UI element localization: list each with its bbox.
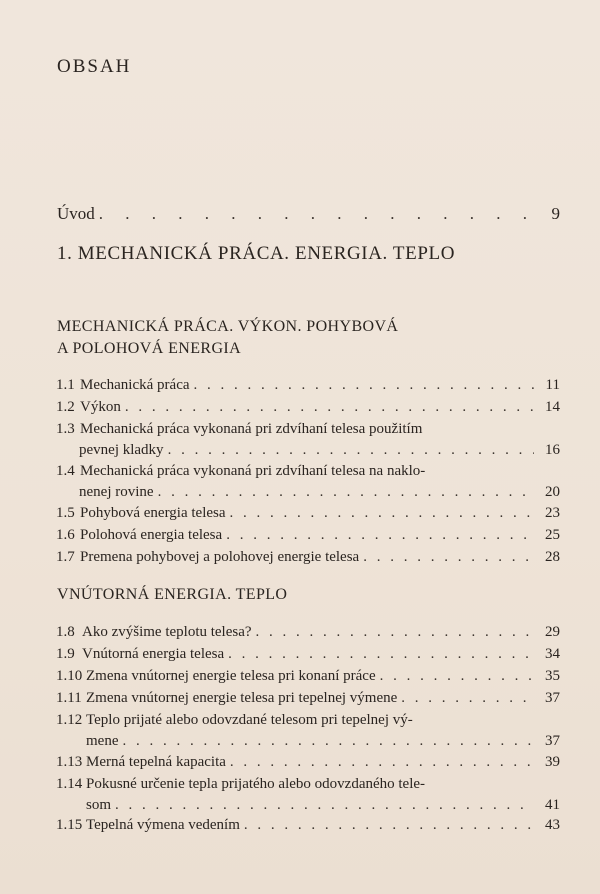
toc-entry-title-cont: nenej rovine (79, 484, 154, 500)
toc-entry-title: Pokusné určenie tepla prijatého alebo odovzdaného tele- (86, 776, 426, 792)
toc-entry-title: Merná tepelná kapacita (86, 754, 226, 770)
leader-dots (158, 482, 534, 503)
toc-entry[interactable] (56, 419, 560, 461)
toc-entry-number: 1.2 (56, 399, 75, 415)
toc-entry-number: 1.5 (56, 505, 75, 521)
toc-entry-number: 1.8 (56, 624, 75, 640)
toc-entry-title: Tepelná výmena vedením (86, 817, 240, 833)
section-heading-line: VNÚTORNÁ ENERGIA. TEPLO (57, 586, 288, 603)
toc-entry-page: 37 (545, 733, 560, 749)
toc-entry[interactable] (56, 774, 560, 816)
leader-dots (194, 375, 534, 396)
toc-entry-page: 25 (545, 527, 560, 543)
toc-entry-number: 1.15 (56, 817, 83, 833)
toc-entry-page: 20 (545, 484, 560, 500)
toc-entry-title-cont: pevnej kladky (79, 442, 164, 458)
toc-entry-page: 9 (551, 204, 560, 223)
toc-entry[interactable] (56, 710, 560, 752)
toc-entry-title: Premena pohybovej a polohovej energie telesa (80, 549, 360, 565)
toc-entry-page: 35 (545, 668, 560, 684)
toc-entry-page: 37 (545, 690, 560, 706)
toc-entry[interactable] (56, 525, 560, 546)
toc-entry-page: 43 (545, 817, 560, 833)
toc-entry-page: 34 (545, 646, 560, 662)
toc-entry-title-cont: mene (86, 733, 119, 749)
toc-entry-title: Teplo prijaté alebo odovzdané telesom pri tepelnej vý- (86, 712, 413, 728)
toc-entry[interactable] (56, 666, 560, 687)
section-heading-internal-energy (57, 584, 287, 606)
leader-dots (226, 525, 534, 546)
toc-entry-number: 1.6 (56, 527, 75, 543)
toc-entry[interactable] (56, 461, 560, 503)
toc-entry-title-cont: som (86, 797, 112, 813)
leader-dots (228, 644, 534, 665)
section-heading-line: A POLOHOVÁ ENERGIA (57, 340, 242, 357)
toc-entry-title: Výkon (80, 399, 121, 415)
toc-entry-page: 23 (545, 505, 560, 521)
toc-entry[interactable] (56, 503, 560, 524)
leader-dots (125, 397, 534, 418)
toc-entry-intro[interactable] (57, 203, 560, 225)
toc-entry[interactable] (56, 752, 560, 773)
toc-entry[interactable] (56, 375, 560, 396)
toc-entry-title: Mechanická práca vykonaná pri zdvíhaní telesa na naklo- (80, 463, 426, 479)
toc-entry-title: Zmena vnútornej energie telesa pri konaní práce (86, 668, 376, 684)
leader-dots (380, 666, 534, 687)
leader-dots (230, 503, 534, 524)
toc-entry[interactable] (56, 397, 560, 418)
toc-entry[interactable] (56, 815, 560, 836)
leader-dots (363, 547, 534, 568)
toc-entry-page: 29 (545, 624, 560, 640)
toc-entry-title: Polohová energia telesa (80, 527, 223, 543)
toc-entry-title: Vnútorná energia telesa (82, 646, 225, 662)
toc-entry-page: 41 (545, 797, 560, 813)
toc-entry-page: 14 (545, 399, 560, 415)
leader-dots (168, 440, 534, 461)
toc-entry-page: 11 (545, 377, 560, 393)
toc-entry-title: Mechanická práca (80, 377, 190, 393)
toc-entry-number: 1.13 (56, 754, 83, 770)
toc-entry-title: Pohybová energia telesa (80, 505, 226, 521)
toc-entry[interactable] (56, 547, 560, 568)
toc-entry-number: 1.7 (56, 549, 75, 565)
leader-dots (230, 752, 534, 773)
leader-dots (401, 688, 534, 709)
toc-entry-title: Zmena vnútornej energie telesa pri tepelnej výmene (86, 690, 398, 706)
toc-entry-number: 1.1 (56, 377, 75, 393)
toc-entry[interactable] (56, 644, 560, 665)
toc-entry-title: Mechanická práca vykonaná pri zdvíhaní telesa použitím (80, 421, 423, 437)
toc-entry-page: 16 (545, 442, 560, 458)
toc-entry-page: 39 (545, 754, 560, 770)
toc-entry[interactable] (56, 622, 560, 643)
leader-dots (122, 731, 534, 752)
leader-dots (244, 815, 534, 836)
chapter-title: 1. MECHANICKÁ PRÁCA. ENERGIA. TEPLO (57, 243, 456, 264)
leader-dots (99, 203, 534, 225)
toc-entry-page: 28 (545, 549, 560, 565)
toc-entry-number: 1.9 (56, 646, 75, 662)
section-heading-mechanics (57, 316, 398, 360)
toc-entry-number: 1.14 (56, 776, 83, 792)
toc-entry-number: 1.3 (56, 421, 75, 437)
toc-entry-label: Úvod (57, 204, 95, 223)
leader-dots (115, 795, 534, 816)
toc-entry-title: Ako zvýšime teplotu telesa? (82, 624, 252, 640)
section-heading-line: MECHANICKÁ PRÁCA. VÝKON. POHYBOVÁ (57, 318, 399, 335)
toc-entry-number: 1.12 (56, 712, 83, 728)
leader-dots (256, 622, 534, 643)
toc-entry-number: 1.11 (56, 690, 82, 706)
toc-entry[interactable] (56, 688, 560, 709)
toc-entry-number: 1.10 (56, 668, 83, 684)
toc-entry-number: 1.4 (56, 463, 75, 479)
contents-heading: OBSAH (57, 56, 132, 77)
